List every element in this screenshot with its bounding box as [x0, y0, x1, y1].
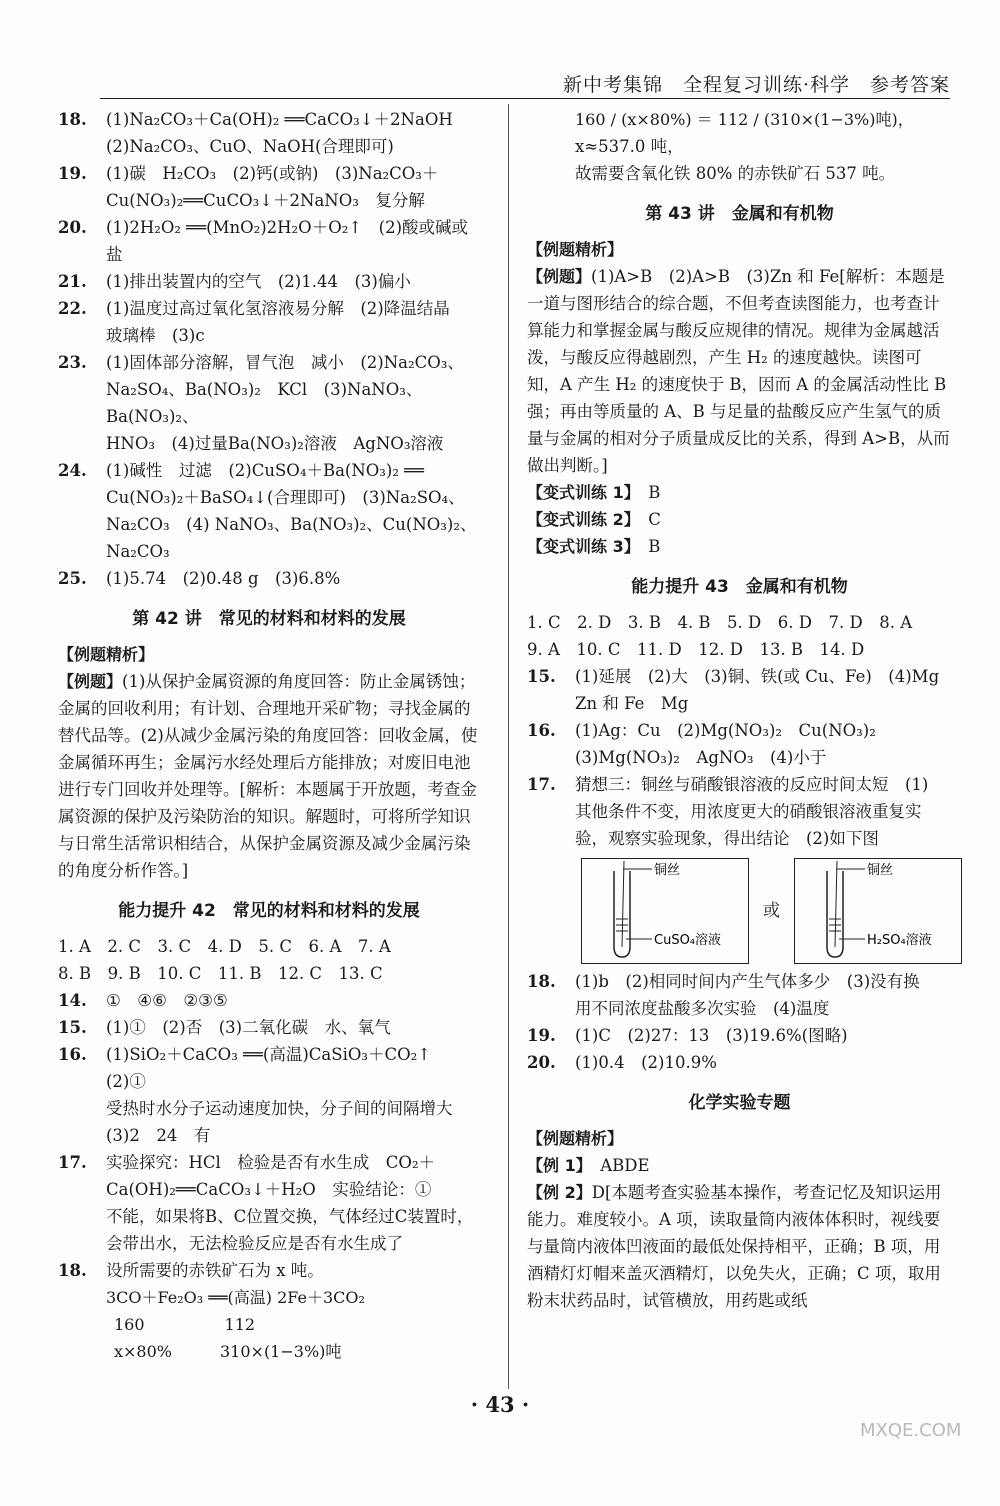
answer-25: 25. (1)5.74 (2)0.48 g (3)6.8% — [58, 569, 341, 588]
answer-43-18: 18. (1)b (2)相同时间内产生气体多少 (3)没有换 — [527, 972, 920, 991]
example-tag: 【例题精析】 — [58, 645, 155, 664]
example-43: 【例题】(1)A>B (2)A>B (3)Zn 和 Fe[解析：本题是一道与图形结合的综合题，不但考查读图能力，也考查计算能力和掌握金属与酸反应规律的情况。规律为金属越活泼，与酸反应得越剧烈，产生 H₂ 的速度越快。读图可知，A 产生 H₂ 的速度快于 B，因而 A 的金属活动性比 B 强；再由等质量的 A、B 与足量的盐酸反应产生氢气的质量与金属的相对分子质量成反比的关系，得到 A>B，从而做出判断。] — [527, 267, 950, 475]
section-heading-42: 第 42 讲 常见的材料和材料的发展 — [132, 609, 406, 629]
answer-43-15-cont: Zn 和 Fe Mg — [575, 694, 689, 713]
answer-20: 20. (1)2H₂O₂ ══(MnO₂)2H₂O＋O₂↑ (2)酸或碱或盐 — [58, 218, 469, 264]
answer-23: 23. (1)固体部分溶解，冒气泡 减小 (2)Na₂CO₃、 — [58, 353, 464, 372]
variant-3: 【变式训练 3】 B — [527, 537, 661, 556]
answer-18b: 18. 设所需要的赤铁矿石为 x 吨。 — [58, 1261, 324, 1280]
fraction-equation: 160 / (x×80%) ＝ 112 / (310×(1−3%)吨)， — [575, 110, 914, 129]
answer-43-17-cont: 其他条件不变，用浓度更大的硝酸银溶液重复实 — [575, 802, 922, 821]
answer-24-cont: Cu(NO₃)₂＋BaSO₄↓(合理即可) (3)Na₂SO₄、 — [106, 488, 465, 507]
mc-answers-2: 8. B 9. B 10. C 11. B 12. C 13. C — [58, 964, 383, 983]
answer-22: 22. (1)温度过高过氧化氢溶液易分解 (2)降温结晶 — [58, 299, 450, 318]
test-tube-cuso4-icon — [582, 859, 748, 963]
experiment-diagram — [581, 858, 952, 964]
answer-23-cont: Na₂SO₄、Ba(NO₃)₂ KCl (3)NaNO₃、Ba(NO₃)₂、 — [106, 380, 423, 426]
answer-43-19: 19. (1)C (2)27：13 (3)19.6%(图略) — [527, 1026, 848, 1045]
right-column — [527, 106, 952, 1314]
test-tube-figure-cuso4 — [581, 858, 749, 964]
equation-quantities: x×80% 310×(1−3%)吨 — [114, 1342, 342, 1361]
answer-24-cont2: Na₂CO₃ (4) NaNO₃、Ba(NO₃)₂、Cu(NO₃)₂、 — [106, 515, 477, 534]
equation-masses: 160 112 — [114, 1315, 256, 1334]
example-42: 【例题】(1)从保护金属资源的角度回答：防止金属锈蚀；金属的回收利用；有计划、合理地开采矿物；寻找金属的替代品等。(2)从减少金属污染的角度回答：回收金属，使金属循环再生；金属污水经处理后方能排放；对废旧电池进行专门回收并处理等。[解析：本题属于开放题，考查金属资源的保护及污染防治的知识。解题时，可将所学知识与日常生活常识相结合，从保护金属资源及减少金属污染的角度分析作答。] — [58, 672, 478, 880]
answer-43-20: 20. (1)0.4 (2)10.9% — [527, 1053, 717, 1072]
answer-43-18-cont: 用不同浓度盐酸多次实验 (4)温度 — [575, 999, 830, 1018]
answer-43-17: 17. 猜想三：铜丝与硝酸银溶液的反应时间太短 (1) — [527, 775, 929, 794]
section-heading-chem-lab: 化学实验专题 — [688, 1093, 791, 1113]
x-value: x≈537.0 吨， — [575, 137, 684, 156]
answer-22-cont: 玻璃棒 (3)c — [106, 326, 205, 345]
mc-answers-43-2: 9. A 10. C 11. D 12. D 13. B 14. D — [527, 640, 865, 659]
left-column — [58, 106, 480, 1365]
answer-17-cont: Ca(OH)₂══CaCO₃↓＋H₂O 实验结论：① — [106, 1180, 432, 1199]
answer-24-cont3: Na₂CO₃ — [106, 542, 170, 561]
answer-24: 24. (1)碱性 过滤 (2)CuSO₄＋Ba(NO₃)₂ ══ — [58, 461, 425, 480]
answer-17-cont3: 会带出水，无法检验反应是否有水生成了 — [106, 1234, 403, 1253]
answer-17-cont2: 不能，如果将B、C位置交换，气体经过C装置时， — [106, 1207, 474, 1226]
mc-answers-1: 1. A 2. C 3. C 4. D 5. C 6. A 7. A — [58, 937, 391, 956]
watermark: MXQE.COM — [860, 1420, 962, 1441]
example-tag-43: 【例题精析】 — [527, 240, 624, 259]
answer-16: 16. (1)SiO₂＋CaCO₃ ══(高温)CaSiO₃＋CO₂↑ (2)① — [58, 1045, 448, 1091]
answer-15: 15. (1)① (2)否 (3)二氧化碳 水、氧气 — [58, 1018, 391, 1037]
example-tag-chem: 【例题精析】 — [527, 1129, 624, 1148]
test-tube-figure-h2so4 — [794, 858, 962, 964]
answer-16-cont2: (3)2 24 有 — [106, 1126, 211, 1145]
answer-16-cont: 受热时水分子运动速度加快，分子间的间隔增大 — [106, 1099, 453, 1118]
column-divider — [508, 104, 509, 1389]
mc-answers-43-1: 1. C 2. D 3. B 4. B 5. D 6. D 7. D 8. A — [527, 613, 913, 632]
test-tube-h2so4-icon — [795, 859, 961, 963]
answer-18-cont: (2)Na₂CO₃、CuO、NaOH(合理即可) — [106, 137, 394, 156]
variant-2: 【变式训练 2】 C — [527, 510, 661, 529]
answer-43-15: 15. (1)延展 (2)大 (3)铜、铁(或 Cu、Fe) (4)Mg — [527, 667, 940, 686]
answer-14: 14. ① ④⑥ ②③⑤ — [58, 991, 228, 1010]
section-heading-43: 第 43 讲 金属和有机物 — [645, 204, 834, 224]
answer-21: 21. (1)排出装置内的空气 (2)1.44 (3)偏小 — [58, 272, 411, 291]
answer-43-17-cont2: 验，观察实验现象，得出结论 (2)如下图 — [575, 829, 879, 848]
diagram-solution-label-1: CuSO₄溶液 — [654, 933, 722, 948]
section-heading-42b: 能力提升 42 常见的材料和材料的发展 — [118, 901, 420, 921]
answer-23-cont2: HNO₃ (4)过量Ba(NO₃)₂溶液 AgNO₃溶液 — [106, 434, 444, 453]
variant-1: 【变式训练 1】 B — [527, 483, 661, 502]
answer-19-cont: Cu(NO₃)₂══CuCO₃↓＋2NaNO₃ 复分解 — [106, 191, 425, 210]
diagram-solution-label-2: H₂SO₄溶液 — [867, 933, 932, 948]
answer-43-16: 16. (1)Ag：Cu (2)Mg(NO₃)₂ Cu(NO₃)₂ — [527, 721, 876, 740]
equation-line: 3CO＋Fe₂O₃ ══(高温) 2Fe＋3CO₂ — [106, 1288, 365, 1307]
section-heading-43b: 能力提升 43 金属和有机物 — [631, 577, 848, 597]
answer-43-16-cont: (3)Mg(NO₃)₂ AgNO₃ (4)小于 — [575, 748, 827, 767]
page-number: · 43 · — [470, 1392, 530, 1417]
diagram-or: 或 — [763, 900, 780, 921]
header-rule — [100, 98, 950, 99]
diagram-wire-label-1: 铜丝 — [654, 863, 681, 878]
page-header: 新中考集锦 全程复习训练·科学 参考答案 — [562, 74, 950, 96]
answer-19: 19. (1)碳 H₂CO₃ (2)钙(或钠) (3)Na₂CO₃＋ — [58, 164, 439, 183]
answer-17: 17. 实验探究：HCl 检验是否有水生成 CO₂＋ — [58, 1153, 436, 1172]
example-2: 【例 2】D[本题考查实验基本操作，考查记忆及知识运用能力。难度较小。A 项，读取量筒内液体体积时，视线要与量筒内液体凹液面的最低处保持相平，正确；B 项，用酒精灯灯帽来盖灭酒精灯，以免失火，正确；C 项，取用粉末状药品时，试管横放，用药匙或纸 — [527, 1183, 942, 1310]
example-1: 【例 1】 ABDE — [527, 1156, 650, 1175]
diagram-wire-label-2: 铜丝 — [867, 863, 894, 878]
answer-18: 18. (1)Na₂CO₃＋Ca(OH)₂ ══CaCO₃↓＋2NaOH — [58, 110, 453, 129]
calc-conclusion: 故需要含氧化铁 80% 的赤铁矿石 537 吨。 — [575, 164, 896, 183]
